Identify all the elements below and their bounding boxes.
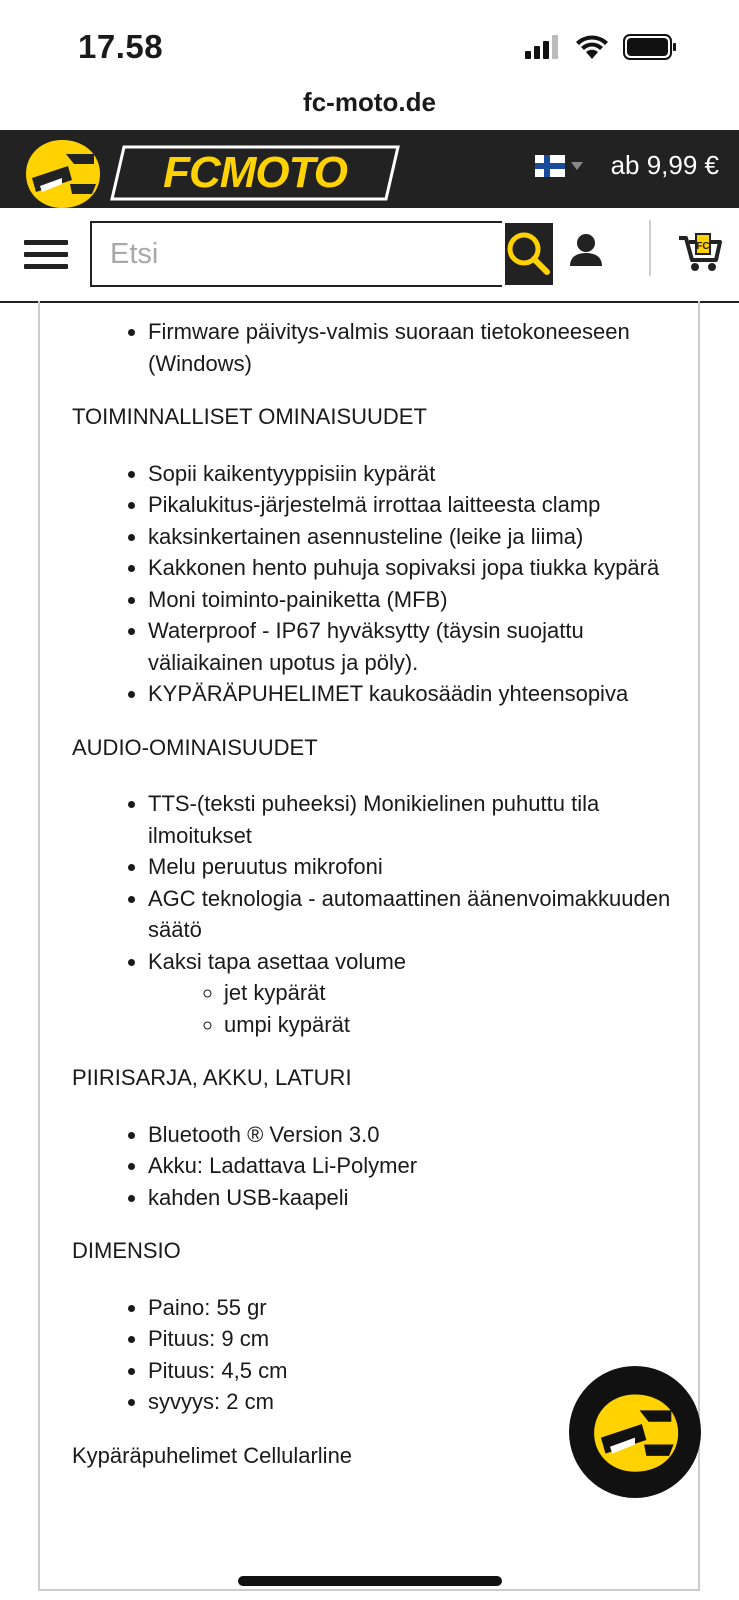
list-item: • Firmware päivitys-valmis suoraan tietokoneeseen (Windows) bbox=[148, 316, 672, 379]
section-heading-audio: AUDIO-OMINAISUUDET bbox=[72, 734, 318, 760]
helmet-logo-icon bbox=[589, 1390, 681, 1474]
finland-flag-icon[interactable] bbox=[535, 155, 565, 177]
search-box bbox=[90, 221, 502, 287]
logo-wordmark: FCMOTO bbox=[110, 145, 400, 201]
home-indicator[interactable] bbox=[238, 1576, 502, 1586]
chat-button[interactable] bbox=[569, 1366, 701, 1498]
section-heading-chipset: PIIRISARJA, AKKU, LATURI bbox=[72, 1065, 352, 1090]
url-bar[interactable]: fc-moto.de bbox=[303, 87, 436, 117]
product-description bbox=[72, 301, 672, 1471]
list-item bbox=[148, 946, 672, 1041]
list-item: • Moni toiminto-painiketta (MFB) bbox=[148, 584, 672, 616]
list-item: • Sopii kaikentyyppisiin kypärät bbox=[148, 458, 672, 490]
search-input[interactable] bbox=[92, 223, 505, 285]
list-item: • Bluetooth ® Version 3.0 bbox=[148, 1119, 672, 1151]
search-button[interactable] bbox=[505, 223, 553, 285]
helmet-logo-icon bbox=[22, 136, 102, 210]
cellular-signal-icon bbox=[525, 35, 561, 59]
section-heading-dimensions: DIMENSIO bbox=[72, 1238, 181, 1263]
site-header bbox=[0, 130, 739, 208]
list-item: • Kakkonen hento puhuja sopivaksi jopa tiukka kypärä bbox=[148, 552, 672, 584]
battery-icon bbox=[623, 34, 677, 60]
status-icons bbox=[525, 34, 677, 60]
logo[interactable] bbox=[22, 136, 400, 210]
list-item: • Pituus: 4,5 cm bbox=[148, 1355, 672, 1387]
toolbar-divider bbox=[649, 220, 651, 276]
search-icon bbox=[505, 230, 553, 278]
list-item: • TTS-(teksti puheeksi) Monikielinen puhuttu tila ilmoitukset bbox=[148, 788, 672, 851]
footer-text: Kypäräpuhelimet Cellularline bbox=[72, 1442, 353, 1468]
sub-list-item: ◦ umpi kypärät bbox=[224, 1009, 672, 1041]
shipping-price: ab 9,99 € bbox=[610, 150, 719, 180]
cart-icon[interactable] bbox=[678, 232, 722, 272]
toolbar bbox=[0, 208, 739, 303]
status-bar bbox=[0, 0, 739, 86]
list-item: • Paino: 55 gr bbox=[148, 1292, 672, 1324]
hamburger-menu-icon[interactable] bbox=[24, 240, 68, 272]
list-item: • KYPÄRÄPUHELIMET kaukosäädin yhteensopiva bbox=[148, 678, 672, 710]
list-item: • Pituus: 9 cm bbox=[148, 1323, 672, 1355]
caret-down-icon[interactable] bbox=[571, 162, 583, 170]
functional-features-list bbox=[72, 458, 672, 710]
list-item: • syvyys: 2 cm bbox=[148, 1386, 672, 1418]
user-account-icon[interactable] bbox=[568, 232, 604, 268]
list-item: • Pikalukitus-järjestelmä irrottaa laitteesta clamp bbox=[148, 489, 672, 521]
list-item: • Waterproof - IP67 hyväksytty (täysin suojattu väliaikainen upotus ja pöly). bbox=[148, 615, 672, 678]
audio-features-list bbox=[72, 788, 672, 1040]
status-time: 17.58 bbox=[78, 28, 164, 65]
list-item: • AGC teknologia - automaattinen äänenvoimakkuuden säätö bbox=[148, 883, 672, 946]
section-heading-functional: TOIMINNALLISET OMINAISUUDET bbox=[72, 404, 427, 429]
volume-sublist bbox=[148, 977, 672, 1040]
list-item-text: Kaksi tapa asettaa volume bbox=[148, 948, 407, 974]
svg-text:FC: FC bbox=[696, 241, 710, 252]
list-item: • Melu peruutus mikrofoni bbox=[148, 851, 672, 883]
chipset-list bbox=[72, 1119, 672, 1214]
sub-list-item: ◦ jet kypärät bbox=[224, 977, 672, 1009]
list-item: • kahden USB-kaapeli bbox=[148, 1182, 672, 1214]
header-right bbox=[535, 150, 719, 181]
list-item: • kaksinkertainen asennusteline (leike ja liima) bbox=[148, 521, 672, 553]
list-item: • Akku: Ladattava Li-Polymer bbox=[148, 1150, 672, 1182]
wifi-icon bbox=[575, 34, 609, 60]
firmware-list bbox=[72, 316, 672, 379]
